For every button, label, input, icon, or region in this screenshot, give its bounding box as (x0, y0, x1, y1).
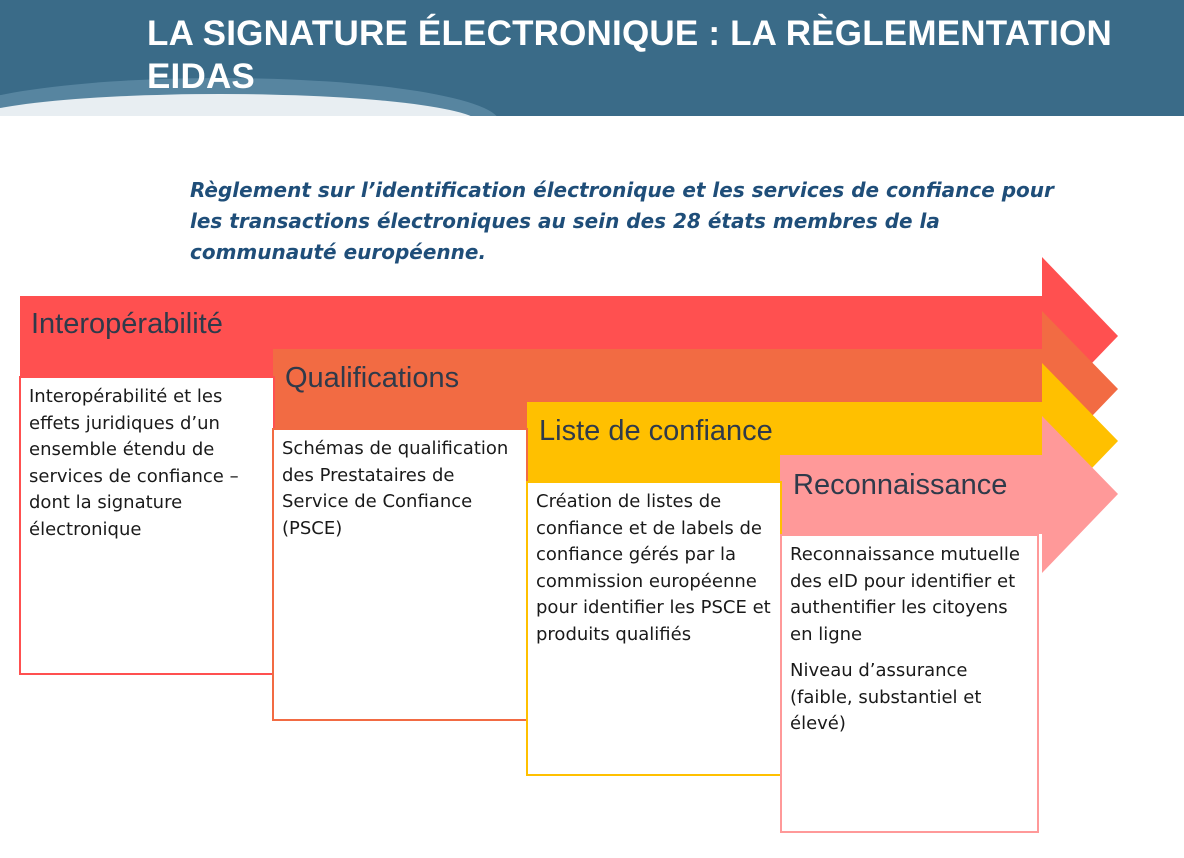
step-text-reconnaissance-2: Niveau d’assurance (faible, substantiel et élevé) (790, 660, 982, 734)
step-text-liste-de-confiance: Création de listes de confiance et de labels de confiance gérés par la commission européenne pour identifier les PSCE et produits qualifiés (536, 491, 771, 645)
step-box-liste-de-confiance (526, 481, 782, 776)
step-box-interoperabilite (19, 376, 275, 675)
step-label-reconnaissance: Reconnaissance (793, 469, 1008, 501)
step-label-liste-de-confiance: Liste de confiance (539, 415, 773, 447)
step-text-reconnaissance-1: Reconnaissance mutuelle des eID pour identifier et authentifier les citoyens en ligne (790, 544, 1020, 645)
step-text-interoperabilite: Interopérabilité et les effets juridiques d’un ensemble étendu de services de confiance – dont la signature électronique (29, 386, 239, 540)
step-label-interoperabilite: Interopérabilité (31, 308, 223, 340)
step-box-qualifications (272, 428, 528, 721)
step-label-qualifications: Qualifications (285, 362, 460, 394)
step-text-qualifications: Schémas de qualification des Prestataires de Service de Confiance (PSCE) (282, 438, 509, 539)
page-title: LA SIGNATURE ÉLECTRONIQUE : LA RÈGLEMENTATION EIDAS (147, 14, 1112, 96)
step-box-reconnaissance (780, 534, 1039, 833)
subtitle: Règlement sur l’identification électronique et les services de confiance pour les transactions électroniques au sein des 28 états membres de la communauté européenne. (190, 178, 1054, 264)
